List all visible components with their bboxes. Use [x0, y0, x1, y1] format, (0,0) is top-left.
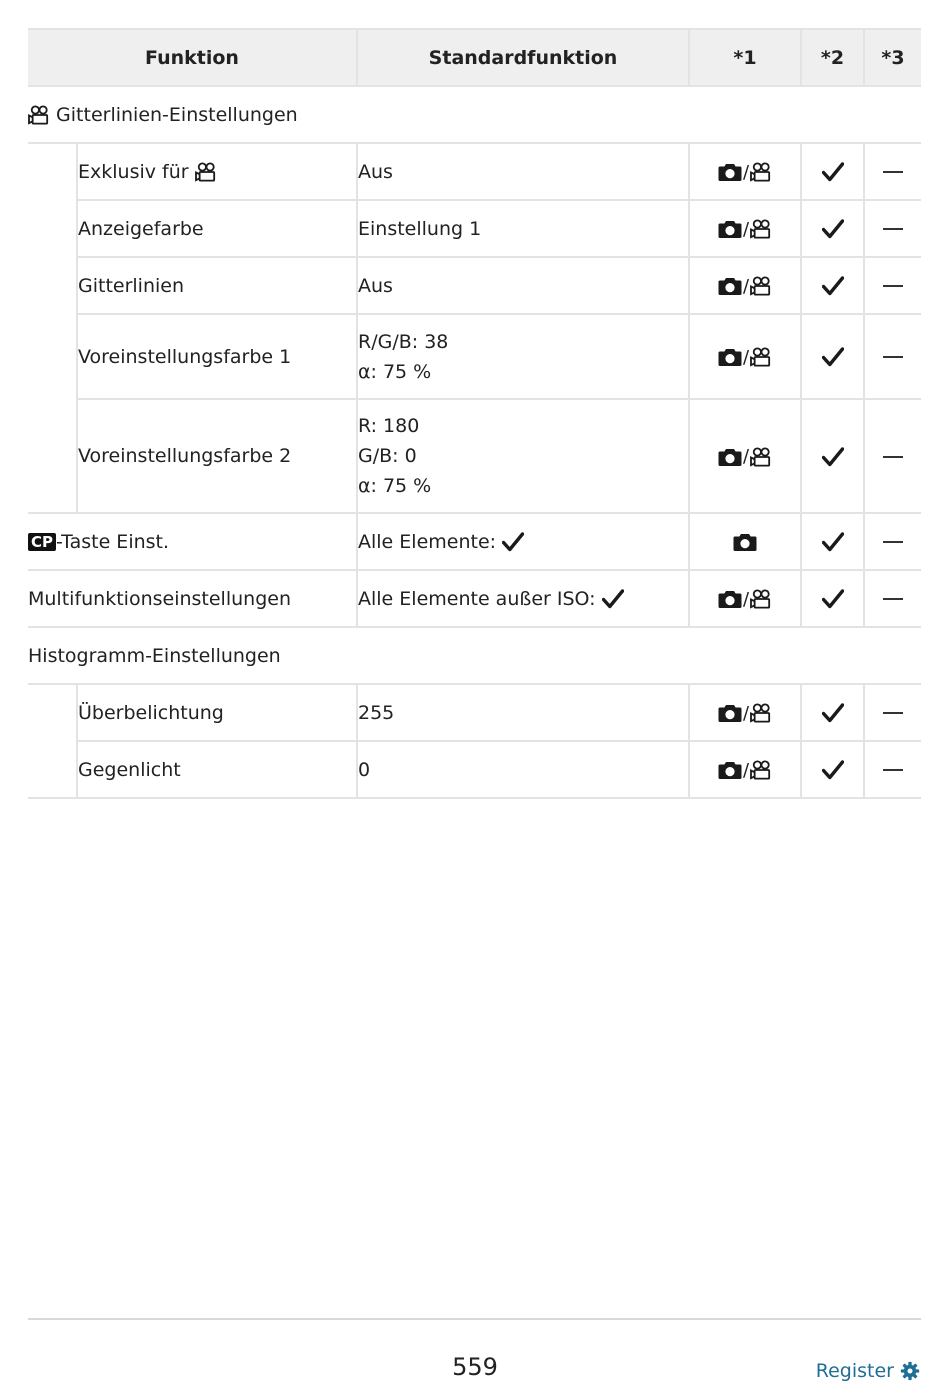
slash-separator: /: [742, 161, 750, 183]
em-dash-icon: [883, 541, 903, 543]
movie-icon: [750, 162, 772, 182]
row-value-farbe1-line1: R/G/B: 38: [358, 330, 449, 353]
row-label-exklusiv: Exklusiv für: [78, 160, 189, 183]
movie-icon: [750, 347, 772, 367]
em-dash-icon: [883, 456, 903, 458]
camera-icon: [718, 589, 742, 609]
em-dash-icon: [883, 285, 903, 287]
camera-icon: [718, 447, 742, 467]
camera-icon: [718, 162, 742, 182]
row-label-gitterlinien: Gitterlinien: [78, 274, 185, 297]
checkmark-icon: [822, 162, 844, 182]
movie-icon: [750, 589, 772, 609]
table-row-ueberbelichtung: [28, 684, 921, 741]
table-row-anzeigefarbe: [28, 200, 921, 257]
camera-icon: [718, 219, 742, 239]
em-dash-icon: [883, 228, 903, 230]
row-label-cptaste: -Taste Einst.: [56, 530, 170, 553]
row-value-multi: Alle Elemente außer ISO:: [358, 587, 596, 610]
row-value-gegenlicht: 0: [358, 758, 371, 781]
movie-icon: [750, 219, 772, 239]
group-row-histogramm: [28, 627, 921, 684]
row-label-multi: Multifunktionseinstellungen: [28, 587, 291, 610]
group-title-gitterlinien: Gitterlinien-Einstellungen: [56, 103, 298, 126]
table-row-cptaste: [28, 513, 921, 570]
slash-separator: /: [742, 346, 750, 368]
checkmark-icon: [822, 760, 844, 780]
header-standardfunktion: Standardfunktion: [357, 29, 689, 86]
row-value-farbe2-line3: α: 75 %: [358, 475, 432, 497]
checkmark-icon: [822, 219, 844, 239]
group-title-histogramm: Histogramm-Einstellungen: [28, 644, 281, 667]
slash-separator: /: [742, 759, 750, 781]
checkmark-icon: [502, 532, 524, 552]
row-label-anzeigefarbe: Anzeigefarbe: [78, 217, 204, 240]
camera-icon: [718, 347, 742, 367]
settings-table: [28, 28, 921, 799]
row-value-exklusiv: Aus: [358, 160, 393, 183]
em-dash-icon: [883, 171, 903, 173]
movie-icon: [28, 105, 50, 125]
table-row-multi: [28, 570, 921, 627]
camera-icon: [718, 276, 742, 296]
page-number: 559: [452, 1353, 498, 1381]
row-value-cptaste: Alle Elemente:: [358, 530, 497, 553]
checkmark-icon: [822, 703, 844, 723]
row-label-farbe2: Voreinstellungsfarbe 2: [78, 445, 292, 467]
header-col3: *3: [864, 29, 921, 86]
row-value-farbe1-line2: α: 75 %: [358, 360, 432, 383]
header-col1: *1: [689, 29, 801, 86]
checkmark-icon: [822, 589, 844, 609]
row-value-farbe2-line1: R: 180: [358, 415, 420, 437]
cp-badge-icon: CP: [28, 533, 56, 551]
slash-separator: /: [742, 275, 750, 297]
checkmark-icon: [822, 347, 844, 367]
checkmark-icon: [822, 276, 844, 296]
camera-icon: [718, 703, 742, 723]
row-label-ueberbelichtung: Überbelichtung: [78, 701, 224, 724]
register-label[interactable]: Register: [815, 1360, 894, 1382]
slash-separator: /: [742, 588, 750, 610]
table-row-farbe2: [28, 399, 921, 513]
table-header-row: [28, 29, 921, 86]
header-funktion: Funktion: [28, 29, 357, 86]
em-dash-icon: [883, 356, 903, 358]
em-dash-icon: [883, 769, 903, 771]
slash-separator: /: [742, 702, 750, 724]
row-value-farbe2-line2: G/B: 0: [358, 445, 417, 467]
row-label-gegenlicht: Gegenlicht: [78, 758, 181, 781]
row-label-farbe1: Voreinstellungsfarbe 1: [78, 345, 292, 368]
em-dash-icon: [883, 598, 903, 600]
camera-icon: [718, 760, 742, 780]
camera-icon: [733, 532, 757, 552]
register-link[interactable]: [816, 1358, 920, 1384]
group-row-gitterlinien: [28, 86, 921, 143]
table-row-exklusiv: [28, 143, 921, 200]
table-row-gegenlicht: [28, 741, 921, 798]
table-row-farbe1: [28, 314, 921, 399]
movie-icon: [750, 703, 772, 723]
checkmark-icon: [822, 447, 844, 467]
row-value-ueberbelichtung: 255: [358, 701, 395, 724]
checkmark-icon: [602, 589, 624, 609]
header-col2: *2: [801, 29, 864, 86]
footer-divider: [28, 1318, 921, 1320]
checkmark-icon: [822, 532, 844, 552]
table-row-gitterlinien: [28, 257, 921, 314]
slash-separator: /: [742, 218, 750, 240]
slash-separator: /: [742, 446, 750, 467]
movie-icon: [750, 447, 772, 467]
row-value-gitterlinien: Aus: [358, 274, 393, 297]
row-value-anzeigefarbe: Einstellung 1: [358, 217, 482, 240]
movie-icon: [195, 162, 217, 182]
movie-icon: [750, 276, 772, 296]
em-dash-icon: [883, 712, 903, 714]
movie-icon: [750, 760, 772, 780]
gear-icon[interactable]: [900, 1361, 920, 1381]
